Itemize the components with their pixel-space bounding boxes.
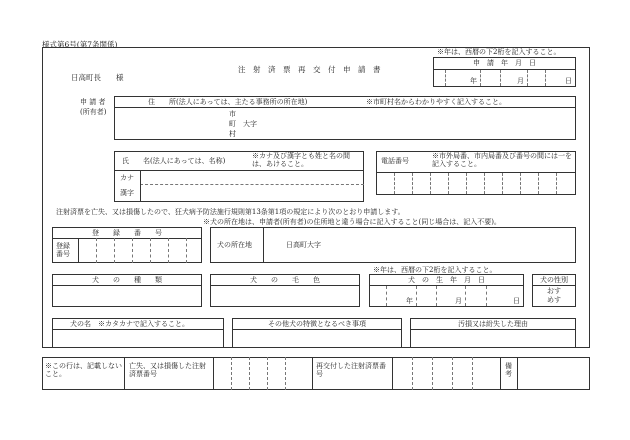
footer-note: ※この行は、記載しないこと。 — [45, 362, 122, 379]
kana-label: カナ — [120, 174, 134, 182]
birth-date-header: 犬 の 生 年 月 日 — [408, 276, 485, 284]
reissued-tag-number-label: 再交付した注射済票番号 — [316, 362, 386, 379]
date-year-unit: 年 — [470, 77, 477, 85]
name-note: ※カナ及び漢字とも姓と名の間は、あけること。 — [252, 152, 350, 169]
lost-tag-number-label: 亡失、又は損傷した注射済票番号 — [129, 362, 206, 379]
kana-input[interactable] — [141, 171, 363, 183]
birth-day-unit: 日 — [513, 297, 520, 305]
features-label: その他犬の特徴となるべき事項 — [268, 320, 366, 328]
date-day-unit: 日 — [565, 77, 572, 85]
dog-location-note: ※犬の所在地は、申請者(所有者)の住所地と違う場合に記入すること(同じ場合は、記入不要)。 — [203, 218, 501, 226]
address-line-village: 村 — [229, 130, 236, 138]
sex-option-male[interactable]: おす — [547, 287, 561, 295]
application-statement: 注射済票を亡失、又は損傷したので、狂犬病予防法施行規則第13条第1項の規定により次のとおり申請します。 — [56, 208, 405, 216]
breed-label: 犬 の 種 類 — [92, 276, 162, 284]
reason-label: 汚損又は紛失した理由 — [458, 320, 528, 328]
coat-color-label: 犬 の 毛 色 — [250, 276, 320, 284]
application-date-header: 申 請 年 月 日 — [473, 59, 536, 67]
address-note: ※市町村名からわかりやすく記入すること。 — [366, 98, 506, 106]
page-title: 注 射 済 票 再 交 付 申 請 書 — [238, 65, 381, 74]
dog-location-label: 犬の所在地 — [217, 241, 252, 249]
address-label: 住 所(法人にあっては、主たる事務所の所在地) — [148, 98, 308, 106]
birth-date-note: ※年は、西暦の下2桁を記入すること。 — [373, 266, 497, 274]
name-label: 氏 名(法人にあっては、名称) — [122, 157, 226, 165]
dog-name-label: 犬の名 ※カタカナで記入すること。 — [70, 320, 189, 328]
dog-location-value: 日高町大字 — [286, 241, 321, 249]
addressee: 日高町長 様 — [71, 73, 124, 82]
address-line-city: 市 — [229, 110, 236, 118]
form-number: 様式第6号(第7条関係) — [42, 40, 118, 49]
address-line-town: 町 大字 — [229, 120, 257, 128]
kanji-label: 漢字 — [120, 189, 134, 197]
applicant-sub-label: (所有者) — [80, 108, 107, 116]
dog-location-box — [210, 227, 576, 263]
birth-month-unit: 月 — [455, 297, 462, 305]
sex-label: 犬の性別 — [540, 276, 568, 284]
birth-year-unit: 年 — [406, 297, 413, 305]
applicant-label: 申 請 者 — [80, 98, 106, 106]
registration-header: 登 録 番 号 — [92, 229, 162, 237]
date-month-unit: 月 — [517, 77, 524, 85]
sex-option-female[interactable]: めす — [547, 296, 561, 304]
date-note: ※年は、西暦の下2桁を記入すること。 — [437, 48, 561, 56]
remarks-label: 備考 — [505, 362, 512, 379]
kanji-input[interactable] — [141, 185, 363, 201]
phone-note: ※市外局番、市内局番及び番号の間には一を記入すること。 — [432, 152, 572, 169]
registration-label: 登録番号 — [56, 242, 70, 259]
phone-label: 電話番号 — [381, 157, 409, 165]
